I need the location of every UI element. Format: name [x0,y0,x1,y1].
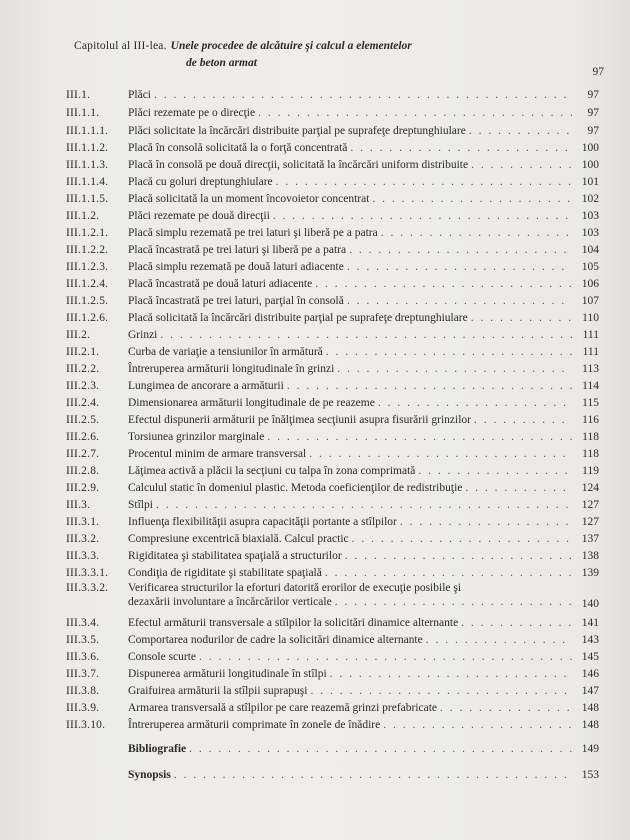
toc-entry [66,258,599,274]
toc-entry [66,699,599,715]
toc-entry-title: Placă cu goluri dreptunghiulare [128,176,273,188]
toc-entry [66,207,599,223]
toc-entry [66,581,599,611]
toc-entry-page: 127 [581,516,599,528]
chapter-page-number: 97 [592,66,604,78]
toc-entry-number: III.3.2. [66,533,100,545]
dot-leader [350,141,572,155]
toc-entry [66,190,599,206]
toc-entry-number: III.2.2. [66,363,100,375]
toc-entry-page: 138 [581,550,599,562]
toc-entry-page: 100 [581,142,599,154]
toc-entry-page: 103 [581,227,599,239]
toc-entry-number: III.2.8. [66,465,100,477]
toc-entry-page: 148 [581,702,599,714]
toc-entry-number: III.3.8. [66,685,100,697]
toc-entry [66,241,599,257]
toc-entry [66,343,599,359]
dot-leader [335,595,572,609]
toc-entry-number: III.2.6. [66,431,100,443]
toc-entry-number: III.2.5. [66,414,100,426]
toc-entry [66,496,599,512]
toc-entry-page: 141 [581,617,599,629]
toc-entry-title: Placă simplu rezemată pe trei laturi şi liberă pe a patra [128,227,378,239]
toc-entry-title: Bibliografie [128,743,187,755]
toc-entry-page: 97 [587,125,599,137]
toc-entry-title: Synopsis [128,769,171,781]
toc-entry-number: III.1.2.4. [66,278,109,290]
dot-leader [349,243,572,257]
toc-entry [66,631,599,647]
toc-entry [66,445,599,461]
dot-leader [345,549,572,563]
toc-entry-title: Grinzi [128,329,158,341]
toc-entry-page: 103 [581,210,599,222]
toc-entry-title: Întreruperea armăturii comprimate în zonele de înădire [128,719,381,731]
dot-leader [465,481,572,495]
toc-entry-page: 106 [581,278,599,290]
toc-entry [66,377,599,393]
toc-entry-title: Placă solicitată la un moment încovoietor concentrat [128,193,370,205]
toc-entry-page: 148 [581,719,599,731]
toc-entry [66,86,599,102]
toc-entry [66,682,599,698]
dot-leader [440,701,572,715]
toc-entry [66,411,599,427]
toc-entry-page: 111 [582,329,599,341]
toc-entry-page: 146 [581,668,599,680]
dot-leader [189,742,572,756]
dot-leader [469,124,572,138]
dot-leader [267,430,572,444]
toc-entry [66,547,599,563]
dot-leader [326,345,572,359]
dot-leader [330,667,572,681]
toc-entry-title: Condiţia de rigiditate şi stabilitate spaţială [128,567,322,579]
toc-entry [66,326,599,342]
toc-entry-title: Lungimea de ancorare a armăturii [128,380,284,392]
toc-entry-title: Placă în consolă pe două direcţii, solicitată la încărcări uniform distribuite [128,159,469,171]
toc-entry-page: 149 [581,743,599,755]
toc-entry-page: 137 [581,533,599,545]
toc-entry-number: III.2.3. [66,380,100,392]
toc-entry-title: Placă încastrată pe două laturi adiacente [128,278,313,290]
toc-entry-number: III.3.4. [66,617,100,629]
chapter-label: Capitolul al III-lea. [74,40,167,52]
toc-entry-title: Plăci [128,89,151,101]
dot-leader [418,464,572,478]
toc-entry-number: III.3.3.2. [66,582,109,594]
toc-entry [66,428,599,444]
toc-entry-number: III.3.1. [66,516,100,528]
dot-leader [426,633,572,647]
toc-entry-title: Întreruperea armăturii longitudinale în grinzi [128,363,335,375]
dot-leader [347,260,572,274]
toc-entry-number: III.2. [66,329,91,341]
toc-entry [66,224,599,240]
toc-entry-title-continued: dezaxării involuntare a încărcărilor verticale [128,596,332,608]
toc-entry-title: Plăci rezemate pe o direcţie [128,107,256,119]
toc-entry-number: III.2.7. [66,448,100,460]
toc-entry [66,766,599,782]
toc-entry-title: Rigiditatea şi stabilitatea spaţială a structurilor [128,550,342,562]
toc-entry [66,292,599,308]
dot-leader [381,226,572,240]
toc-entry [66,139,599,155]
toc-entry-page: 111 [582,346,599,358]
dot-leader [400,515,572,529]
toc-entry [66,564,599,580]
toc-entry-title: Plăci rezemate pe două direcţii [128,210,270,222]
toc-entry-title: Placă în consolă solicitată la o forţă concentrată [128,142,348,154]
toc-entry-page: 139 [581,567,599,579]
toc-entry-title: Lăţimea activă a plăcii la secţiuni cu talpa în zona comprimată [128,465,416,477]
dot-leader [154,88,572,102]
toc-entry [66,360,599,376]
chapter-title-line2: de beton armat [186,57,257,69]
dot-leader [258,106,572,120]
dot-leader [471,158,572,172]
toc-entry-page: 124 [581,482,599,494]
toc-entry-title: Procentul minim de armare transversal [128,448,307,460]
toc-entry-number: III.1. [66,89,91,101]
toc-entry-number: III.1.1.2. [66,142,109,154]
toc-entry-page: 110 [582,312,599,324]
chapter-heading [74,38,604,78]
toc-entry-number: III.3. [66,499,91,511]
dot-leader [471,311,572,325]
toc-entry-title: Placă încastrată pe trei laturi, parţial în consolă [128,295,344,307]
toc-entry-number: III.3.3. [66,550,100,562]
toc-entry-number: III.3.7. [66,668,100,680]
toc-entry-title: Console scurte [128,651,197,663]
toc-entry-title: Calculul static în domeniul plastic. Metoda coeficienţilor de redistribuţie [128,482,463,494]
toc-entry-number: III.3.6. [66,651,100,663]
toc-entry-page: 116 [582,414,599,426]
toc-entry [66,614,599,630]
toc-entry [66,156,599,172]
toc-entry-number: III.1.2.5. [66,295,109,307]
toc-entry-number: III.1.1.5. [66,193,109,205]
toc-entry-title: Dimensionarea armăturii longitudinale de pe reazeme [128,397,375,409]
dot-leader [352,532,572,546]
dot-leader [315,277,572,291]
dot-leader [287,379,572,393]
toc-entry-number: III.1.2.6. [66,312,109,324]
dot-leader [337,362,572,376]
toc-entry-number: III.1.2.3. [66,261,109,273]
toc-entry [66,104,599,120]
dot-leader [461,616,572,630]
toc-entry-page: 107 [581,295,599,307]
toc-entry [66,309,599,325]
toc-entry-page: 104 [581,244,599,256]
toc-entry [66,479,599,495]
toc-entry [66,740,599,756]
toc-entry-number: III.3.3.1. [66,567,109,579]
dot-leader [383,718,572,732]
dot-leader [160,328,572,342]
dot-leader [276,175,572,189]
toc-entry-page: 143 [581,634,599,646]
toc-entry-title: Plăci solicitate la încărcări distribuite parţial pe suprafeţe dreptunghiulare [128,125,466,137]
toc-entry-title: Influenţa flexibilităţii asupra capacităţii portante a stîlpilor [128,516,397,528]
chapter-title-line1 [74,38,604,55]
toc-entry-number: III.2.9. [66,482,100,494]
dot-leader [378,396,572,410]
toc-entry [66,462,599,478]
toc-entry-title: Torsiunea grinzilor marginale [128,431,265,443]
toc-entry [66,530,599,546]
toc-entry-title: Efectul armăturii transversale a stîlpilor la solicitări dinamice alternante [128,617,459,629]
toc-entry-title: Graifuirea armăturii la stîlpii suprapuşi [128,685,308,697]
dot-leader [199,650,572,664]
dot-leader [325,566,572,580]
toc-entry-page: 119 [582,465,599,477]
toc-entry-number: III.1.2.1. [66,227,109,239]
dot-leader [174,768,572,782]
toc-entry-number: III.3.9. [66,702,100,714]
toc-entry [66,394,599,410]
toc-entry-title: Dispunerea armăturii longitudinale în stîlpi [128,668,327,680]
toc-entry-number: III.1.2.2. [66,244,109,256]
toc-entry-page: 140 [581,598,599,610]
toc-entry-title: Verificarea structurilor la eforturi datorită erorilor de execuţie posibile şi [128,582,462,594]
toc-entry-page: 97 [587,89,599,101]
toc-entry-number: III.3.10. [66,719,106,731]
toc-entry-number: III.1.1.3. [66,159,109,171]
toc-entry-number: III.1.2. [66,210,100,222]
toc-entry-page: 145 [581,651,599,663]
toc-entry-title: Placă solicitată la încărcări distribuite parţial pe suprafeţe dreptunghiulare [128,312,468,324]
toc-entry-title: Stîlpi [128,499,153,511]
dot-leader [156,498,572,512]
toc-entry-number: III.2.4. [66,397,100,409]
toc-entry-page: 105 [581,261,599,273]
toc-entry [66,122,599,138]
toc-entry [66,513,599,529]
dot-leader [474,413,572,427]
toc-entry-number: III.1.1.4. [66,176,109,188]
toc-entry-title: Efectul dispunerii armăturii pe înălţimea secţiunii asupra fisurării grinzilor [128,414,471,426]
toc-entry-title: Comportarea nodurilor de cadre la solicitări dinamice alternante [128,634,423,646]
toc-entry-page: 115 [582,397,599,409]
toc-entry-page: 101 [581,176,599,188]
toc-entry-page: 114 [582,380,599,392]
toc-entry-number: III.1.1. [66,107,100,119]
dot-leader [273,209,572,223]
toc-entry-title: Curba de variaţie a tensiunilor în armătură [128,346,323,358]
dot-leader [309,447,572,461]
dot-leader [347,294,572,308]
toc-entry-page: 113 [582,363,599,375]
toc-entry-page: 153 [581,769,599,781]
toc-entry-page: 118 [582,431,599,443]
toc-entry-page: 118 [582,448,599,460]
toc-entry-page: 102 [581,193,599,205]
toc-entry-page: 147 [581,685,599,697]
toc-entry-title: Armarea transversală a stîlpilor pe care reazemă grinzi prefabricate [128,702,438,714]
dot-leader [372,192,572,206]
toc-entry-page: 127 [581,499,599,511]
toc-entry [66,648,599,664]
toc-entry-page: 97 [587,107,599,119]
toc-entry-page: 100 [581,159,599,171]
toc-entry [66,665,599,681]
toc-entry-title: Placă încastrată pe trei laturi şi liberă pe a patra [128,244,347,256]
toc-entry-number: III.2.1. [66,346,100,358]
dot-leader [310,684,572,698]
toc-entry-title: Placă simplu rezemată pe două laturi adiacente [128,261,344,273]
toc-entry [66,716,599,732]
toc-entry-title: Compresiune excentrică biaxială. Calcul practic [128,533,349,545]
toc-entry-number: III.3.5. [66,634,100,646]
toc-entry-number: III.1.1.1. [66,125,109,137]
toc-entry [66,173,599,189]
toc-entry [66,275,599,291]
chapter-title-text: Unele procedee de alcătuire şi calcul a elementelor [170,40,412,52]
